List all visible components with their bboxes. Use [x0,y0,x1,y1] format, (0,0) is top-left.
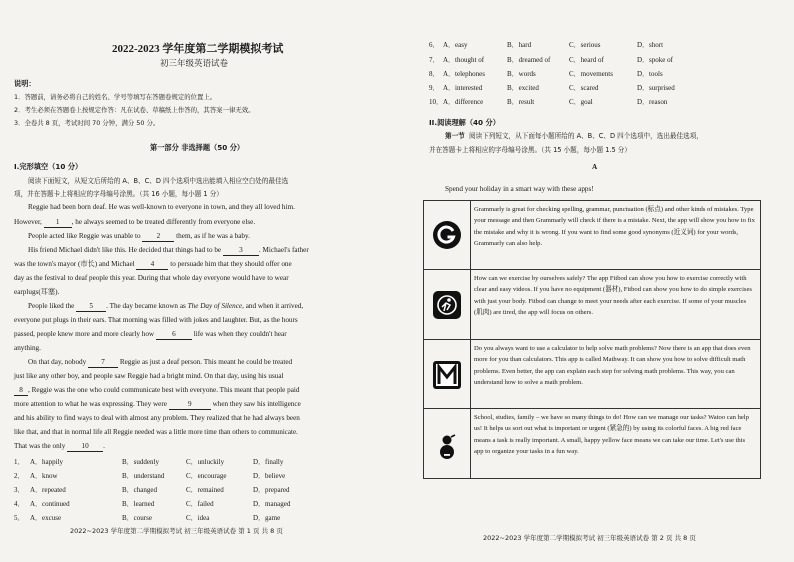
blank-7: 7 [88,358,118,368]
blank-2: 2 [142,232,174,242]
app-description: Do you always want to use a calculator to help solve math problems? Now there is an app that does even more for you than calculators. This app is called Mathway. It can show you how to solve difficult math problems. Even better, the app can explain each step for solving math problems. This way, you can understand how to solve a math problem. [474,345,751,387]
exam-subtitle: 初三年级英语试卷 [160,59,229,69]
option-a: A．thought of [443,56,485,64]
option-row: 9． A．interested B．excited C．scared D．surprised [429,84,675,92]
option-a: A．telephones [443,70,485,78]
option-d: D．managed [253,500,291,508]
option-a: A．excuse [30,514,62,522]
passage-line: 8 , Reggie was the one who could communicate best with everyone. This meant that people paid [14,386,300,396]
grammarly-icon [432,220,462,250]
option-d: D．surprised [637,84,675,92]
option-row: 8． A．telephones B．words C．movements D．tools [429,70,663,78]
app-row-grammarly [424,201,760,269]
watoo-icon [432,431,462,461]
passage-line: was the town's mayor (市长) and Michael 4 to persuade him that they should offer one [14,260,292,268]
blank-6: 6 [156,330,192,340]
passage-line: People acted like Reggie was unable to 2 them, as if he was a baby. [28,232,250,240]
fitbod-icon [432,290,462,320]
passage-line: People liked the 5 . The day became known as The Day of Silence, and when it arrived, [28,302,304,310]
option-c: C．heard of [569,56,604,64]
option-b: B．changed [122,486,157,494]
option-row: 10． A．difference B．result C．goal D．reason [429,98,668,106]
blank-1: 1 [44,218,72,228]
section1-instruction-2: 项，并在答题卡上将相应的字母编号涂黑。（共 16 小题，每小题 1 分） [14,190,223,198]
option-row: 4． A．continued B．learned C．failed D．managed [14,500,291,508]
option-c: C．scared [569,84,599,92]
passage-label: A [592,163,598,171]
blank-3: 3 [223,246,259,256]
option-c: C．idea [186,514,210,522]
option-c: C．failed [186,500,214,508]
apps-table [423,200,761,479]
option-b: B．course [122,514,152,522]
passage-line: That was the only 10 . [14,442,105,450]
option-row: 3． A．repeated B．changed C．remained D．prepared [14,486,290,494]
note-2: 2．考生必须在答题卷上按规定作答：凡在试卷、草稿纸上作答的，其答案一律无效。 [14,106,255,114]
blank-5: 5 [76,302,106,312]
app-row-mathway [424,339,760,409]
option-b: B．understand [122,472,165,480]
section2-instruction-2: 并在答题卡上将相应的字母编号涂黑。（共 15 小题，每小题 1.5 分） [429,146,631,154]
section1-heading: I.完形填空（10 分） [14,162,83,171]
option-c: C．serious [569,41,601,49]
option-c: C．goal [569,98,593,106]
option-d: D．believe [253,472,286,480]
option-c: C．movements [569,70,613,78]
section1-instruction-1: 阅读下面短文，从短文后所给的 A、B、C、D 四个选项中选出能填入相应空白处的最佳选 [28,177,289,185]
blank-4: 4 [136,260,168,270]
passage-line: and his ability to find ways to deal with almost any problem. They realized that he had always been [14,414,300,422]
option-c: C．unluckily [186,458,225,466]
blank-10: 10 [67,442,103,452]
option-a: A．continued [30,500,70,508]
note-3: 3．全卷共 8 页，考试时间 70 分钟，满分 50 分。 [14,119,160,127]
blank-9: 9 [169,400,211,410]
passage-line: However, 1 , he always seemed to be treated differently from everyone else. [14,218,256,226]
option-a: A．repeated [30,486,66,494]
note-1: 1．答题前，请务必将自己的姓名、学号等填写在答题卷规定的位置上。 [14,93,217,101]
option-a: A．difference [443,98,484,106]
option-d: D．spoke of [637,56,673,64]
part1-heading: 第一部分 非选择题（50 分） [150,143,245,152]
option-a: A．interested [443,84,483,92]
passage-line: day as the festival to deaf people this year. During that whole day everyone would have to wear [14,274,289,282]
option-row: 6． A．easy B．hard C．serious D．short [429,41,664,49]
passage-line: like that, and that in normal life all Reggie needed was a little more time than others to communicate. [14,428,298,436]
section2-instruction-1: 第一节 阅读下列短文，从下面每小题所给的 A、B、C、D 四个选项中，选出最佳选项， [445,132,703,140]
notes-heading: 说明： [14,79,36,88]
exam-title: 2022-2023 学年度第二学期模拟考试 [112,43,284,55]
option-d: D．prepared [253,486,290,494]
option-d: D．game [253,514,281,522]
option-row: 2． A．know B．understand C．encourage D．believe [14,472,286,480]
option-d: D．tools [637,70,663,78]
app-description: How can we exercise by ourselves safely? The app Fitbod can show you how to exercise correctly with clear and easy videos. If you have no equipment (器材), Fitbod can show you how to do simple exercises with just your body. Fitbod can change to meet your needs after each exercise. If some of your muscles (肌肉) are tired, the app will focus on others. [474,275,752,317]
option-b: B．suddenly [122,458,159,466]
passage-line: anything. [14,344,41,352]
option-b: B．excited [507,84,539,92]
option-b: B．words [507,70,536,78]
mathway-icon [432,360,462,390]
option-d: D．finally [253,458,284,466]
passage-line: On that day, nobody 7 Reggie as just a deaf person. This meant he could be treated [28,358,293,366]
option-c: C．remained [186,486,224,494]
option-a: A．know [30,472,58,480]
passage-line: His friend Michael didn't like this. He decided that things had to be 3 . Michael's father [28,246,309,254]
passage-line: everyone put plugs in their ears. That morning was filled with jokes and laughter. But, as the hours [14,316,298,324]
option-b: B．learned [122,500,155,508]
option-b: B．hard [507,41,532,49]
option-b: B．dreamed of [507,56,551,64]
option-d: D．short [637,41,664,49]
blank-8: 8 [14,386,28,396]
app-row-watoo [424,408,760,479]
app-row-fitbod [424,269,760,340]
option-a: A．easy [443,41,468,49]
app-description: School, studies, family – we have so many things to do! How can we manage our tasks? Watoo can help us! It helps us sort out what is important or urgent (紧急的) by using its colorful faces. A big red face means a task is really important. A small, happy yellow face means we can take our time. Let's use this app to organize your tasks in a fun way. [474,414,749,456]
passage-intro: Spend your holiday in a smart way with these apps! [445,185,594,193]
option-b: B．result [507,98,535,106]
option-c: C．encourage [186,472,227,480]
app-description: Grammarly is great for checking spelling, grammar, punctuation (标点) and other kinds of mistakes. Type your message and then Grammarly will check if there is a mistake. Next, the app will show you how to fix the mistake and why it is wrong. If you want to find some good synonyms (近义词) for your words, Grammarly can also help. [474,206,755,248]
passage-line: more attention to what he was expressing. They were 9 when they saw his intelligence [14,400,301,408]
option-row: 7． A．thought of B．dreamed of C．heard of D．spoke of [429,56,673,64]
option-a: A．happily [30,458,64,466]
option-row: 5． A．excuse B．course C．idea D．game [14,514,281,522]
page-footer: 2022~2023 学年度第二学期模拟考试 初三年级英语试卷 第 2 页 共 8 页 [483,534,696,542]
passage-line: passed, people knew more and more clearly how 6 life was when they couldn't hear [14,330,287,338]
option-row: 1． A．happily B．suddenly C．unluckily D．finally [14,458,284,466]
passage-line: Reggie had been born deaf. He was well-known to everyone in town, and they all loved him. [28,203,295,211]
passage-line: just like any other boy, and people saw Reggie had a bright mind. On that day, using his usual [14,372,284,380]
passage-line: earplugs(耳塞). [14,288,60,296]
option-d: D．reason [637,98,668,106]
page-footer: 2022~2023 学年度第二学期模拟考试 初三年级英语试卷 第 1 页 共 8 页 [70,527,283,535]
section2-heading: II.阅读理解（40 分） [429,118,500,127]
